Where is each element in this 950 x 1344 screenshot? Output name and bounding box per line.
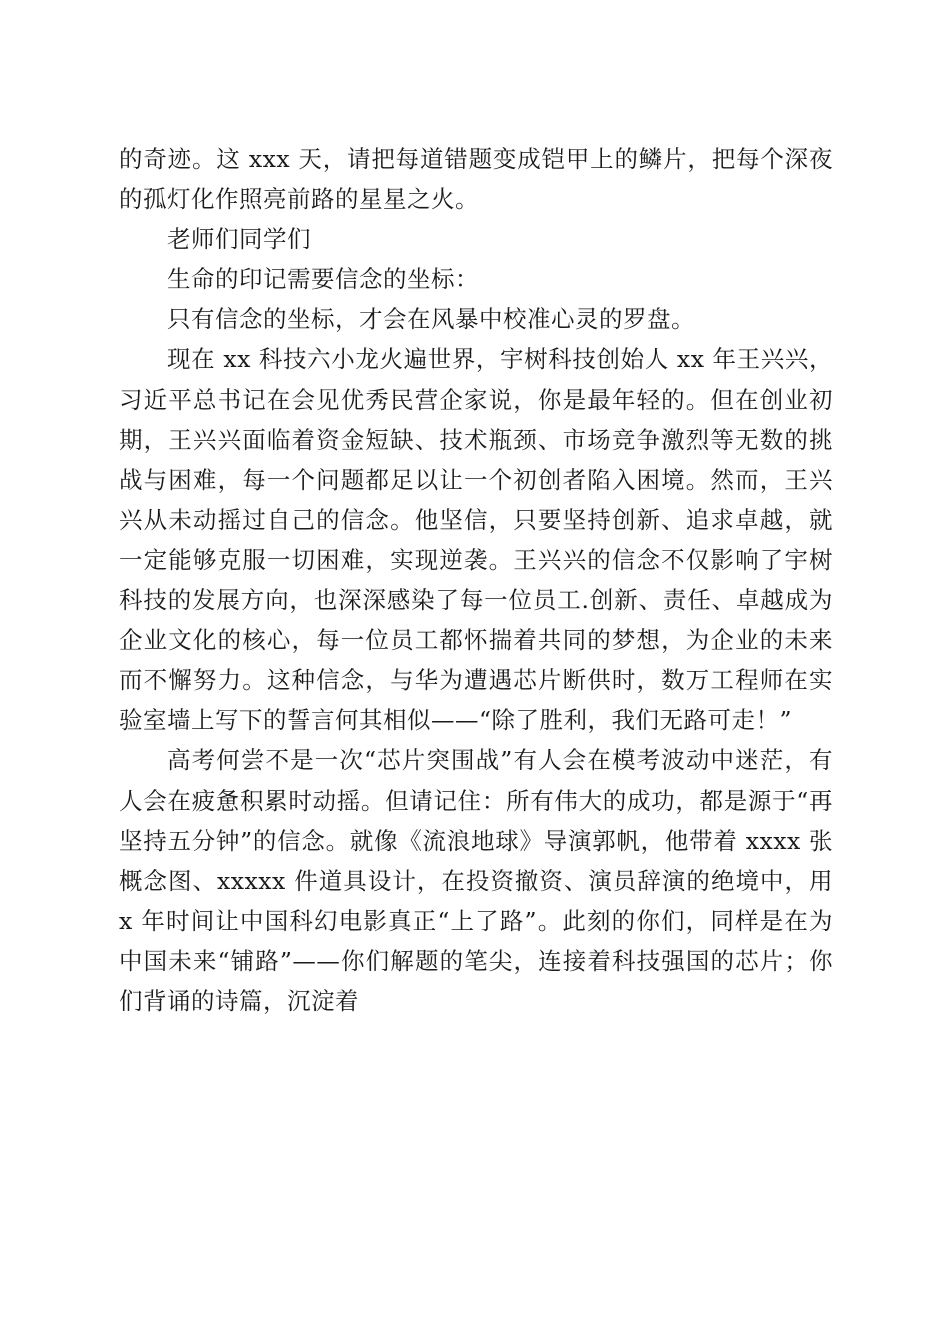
paragraph-body: 现在 xx 科技六小龙火遍世界，宇树科技创始人 xx 年王兴兴，习近平总书记在会见优秀民营企家说，你是最年轻的。但在创业初期，王兴兴面临着资金短缺、技术瓶颈、市场竞争激烈等无数的挑战与困难，每一个问题都足以让一个初创者陷入困境。然而，王兴兴从未动摇过自己的信念。他坚信，只要坚持创新、追求卓越，就一定能够克服一切困难，实现逆袭。王兴兴的信念不仅影响了宇树科技的发展方向，也深深感染了每一位员工.创新、责任、卓越成为企业文化的核心，每一位员工都怀揣着共同的梦想，为企业的未来而不懈努力。这种信念，与华为遭遇芯片断供时，数万工程师在实验室墙上写下的誓言何其相似——“除了胜利，我们无路可走！” xyxy=(119,345,833,735)
paragraph-continuation: 的奇迹。这 xxx 天，请把每道错题变成铠甲上的鳞片，把每个深夜的孤灯化作照亮前路的星星之火。 xyxy=(119,145,833,214)
paragraph-subheading: 只有信念的坐标，才会在风暴中校准心灵的罗盘。 xyxy=(167,305,695,334)
paragraph-body: 高考何尝不是一次“芯片突围战”有人会在模考波动中迷茫，有人会在疲惫积累时动摇。但请记住：所有伟大的成功，都是源于“再坚持五分钟”的信念。就像《流浪地球》导演郭帆，他带着 xxxx 张概念图、xxxxx 件道具设计，在投资撤资、演员辞演的绝境中，用 x 年时间让中国科幻电影真正“上了路”。此刻的你们，同样是在为中国未来“铺路”——你们解题的笔尖，连接着科技强国的芯片；你们背诵的诗篇，沉淀着 xyxy=(119,746,833,1015)
paragraph-heading: 生命的印记需要信念的坐标： xyxy=(167,265,479,294)
paragraph-salutation: 老师们同学们 xyxy=(167,225,311,254)
document-body xyxy=(119,139,833,1021)
